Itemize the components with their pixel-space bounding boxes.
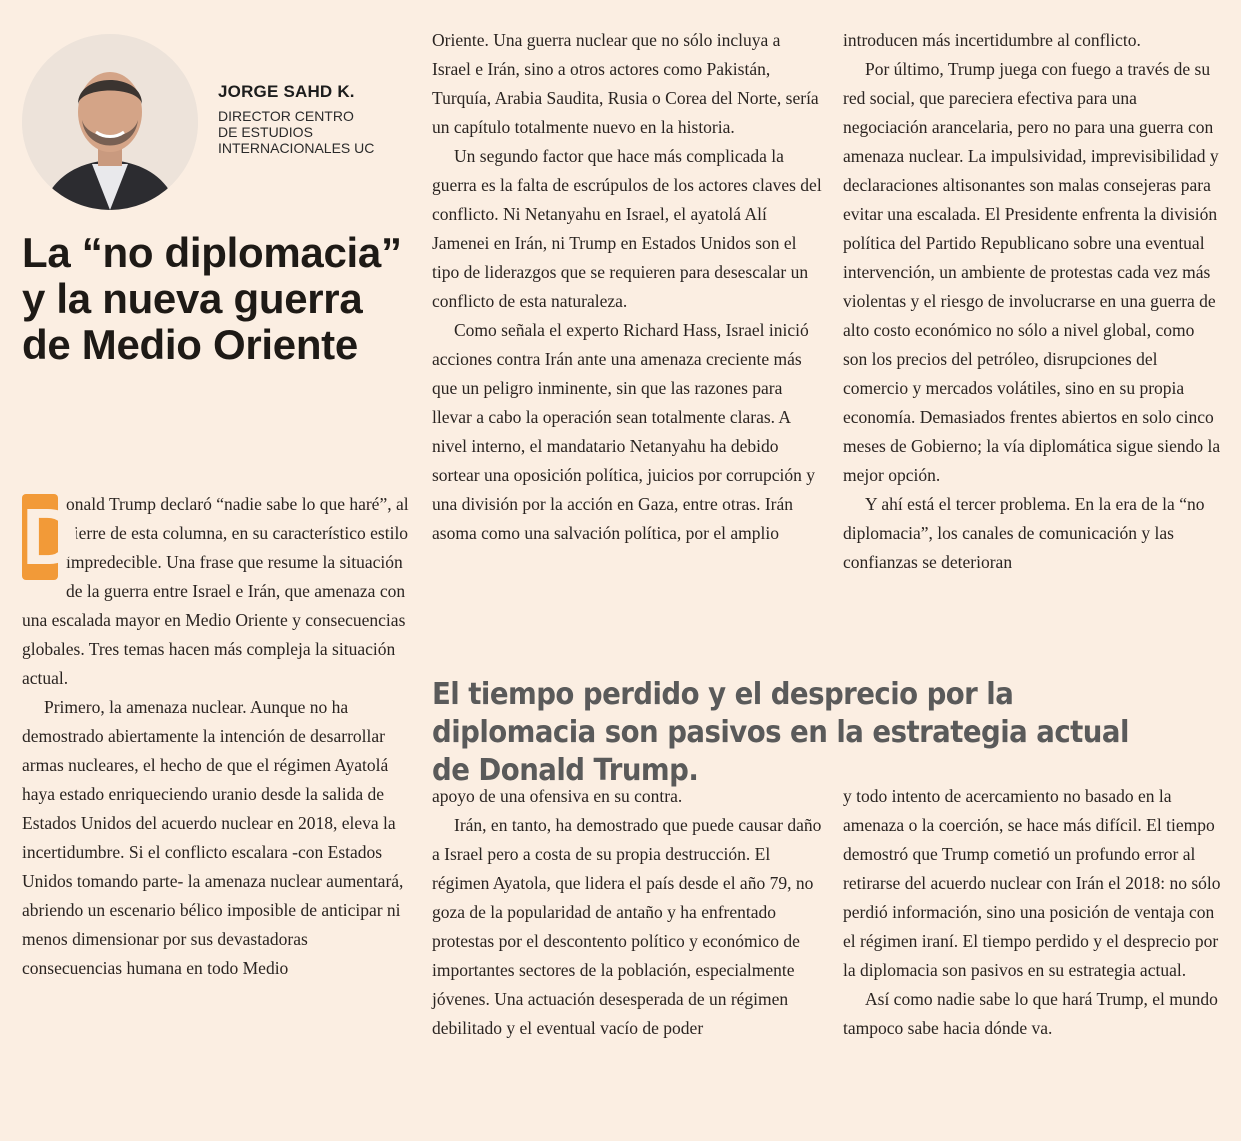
column-2-top xyxy=(432,26,822,548)
paragraph: Y ahí está el tercer problema. En la era de la “no diplomacia”, los canales de comunicación y las confianzas se deterioran xyxy=(843,494,1205,572)
article-headline: La “no diplomacia” y la nueva guerra de Medio Oriente xyxy=(22,229,402,368)
author-photo xyxy=(22,34,198,210)
paragraph: apoyo de una ofensiva en su contra. xyxy=(432,786,683,806)
column-3-top xyxy=(843,26,1223,577)
paragraph: Un segundo factor que hace más complicada la guerra es la falta de escrúpulos de los actores claves del conflicto. Ni Netanyahu en Israel, el ayatolá Alí Jamenei en Irán, ni Trump en Estados Unidos son el tipo de liderazgos que se requieren para desescalar un conflicto de esta naturaleza. xyxy=(432,146,822,311)
drop-cap-letter: D xyxy=(22,492,80,581)
author-byline xyxy=(218,82,408,156)
paragraph: onald Trump declaró “nadie sabe lo que haré”, al cierre de esta columna, en su característico estilo impredecible. Una frase que resume la situación de la guerra entre Israel e Irán, que amenaza con una escalada mayor en Medio Oriente y consecuencias globales. Tres temas hacen más compleja la situación actual. xyxy=(22,494,409,688)
paragraph: Oriente. Una guerra nuclear que no sólo incluya a Israel e Irán, sino a otros actores como Pakistán, Turquía, Arabia Saudita, Rusia o Corea del Norte, sería un capítulo totalmente nuevo en la historia. xyxy=(432,30,819,137)
drop-cap xyxy=(22,492,80,581)
paragraph: Irán, en tanto, ha demostrado que puede causar daño a Israel pero a costa de su propia destrucción. El régimen Ayatola, que lidera el país desde el año 79, no goza de la popularidad de antaño y ha enfrentado protestas por el descontento político y económico de importantes sectores de la población, especialmente jóvenes. Una actuación desesperada de un régimen debilitado y el eventual vacío de poder xyxy=(432,815,822,1038)
column-3-bottom xyxy=(843,782,1223,1043)
column-2-bottom xyxy=(432,782,822,1043)
paragraph: Como señala el experto Richard Hass, Israel inició acciones contra Irán ante una amenaza creciente más que un peligro inminente, sin que las razones para llevar a cabo la operación sean totalmente claras. A nivel interno, el mandatario Netanyahu ha debido sortear una oposición política, juicios por corrupción y una división por la acción en Gaza, entre otras. Irán asoma como una salvación política, por el amplio xyxy=(432,320,815,543)
paragraph: introducen más incertidumbre al conflicto. xyxy=(843,30,1141,50)
paragraph: Primero, la amenaza nuclear. Aunque no ha demostrado abiertamente la intención de desarrollar armas nucleares, el hecho de que el régimen Ayatolá haya estado enriqueciendo uranio desde la salida de Estados Unidos del acuerdo nuclear en 2018, eleva la incertidumbre. Si el conflicto escalara -con Estados Unidos tomando parte- la amenaza nuclear aumentará, abriendo un escenario bélico imposible de anticipar ni menos dimensionar por sus devastadoras consecuencias humana en todo Medio xyxy=(22,697,404,978)
author-portrait-icon xyxy=(22,34,198,210)
author-name: JORGE SAHD K. xyxy=(218,82,355,101)
author-role-line: INTERNACIONALES UC xyxy=(218,140,375,156)
paragraph: Así como nadie sabe lo que hará Trump, el mundo tampoco sabe hacia dónde va. xyxy=(843,989,1218,1038)
author-role xyxy=(218,108,408,156)
paragraph: y todo intento de acercamiento no basado en la amenaza o la coerción, se hace más difícil. El tiempo demostró que Trump cometió un profundo error al retirarse del acuerdo nuclear con Irán el 2018: no sólo perdió información, sino una posición de ventaja con el régimen iraní. El tiempo perdido y el desprecio por la diplomacia son pasivos en su estrategia actual. xyxy=(843,786,1221,980)
author-role-line: DIRECTOR CENTRO xyxy=(218,108,354,124)
pull-quote: El tiempo perdido y el desprecio por la diplomacia son pasivos en la estrategia actual de Donald Trump. xyxy=(432,677,1129,788)
column-1 xyxy=(22,490,412,983)
author-role-line: DE ESTUDIOS xyxy=(218,124,313,140)
paragraph: Por último, Trump juega con fuego a través de su red social, que pareciera efectiva para una negociación arancelaria, pero no para una guerra con amenaza nuclear. La impulsividad, imprevisibilidad y declaraciones altisonantes son malas consejeras para evitar una escalada. El Presidente enfrenta la división política del Partido Republicano sobre una eventual intervención, un ambiente de protestas cada vez más violentas y el riesgo de involucrarse en una guerra de alto costo económico no sólo a nivel global, como son los precios del petróleo, disrupciones del comercio y mercados volátiles, sino en su propia economía. Demasiados frentes abiertos en solo cinco meses de Gobierno; la vía diplomática sigue siendo la mejor opción. xyxy=(843,59,1221,485)
